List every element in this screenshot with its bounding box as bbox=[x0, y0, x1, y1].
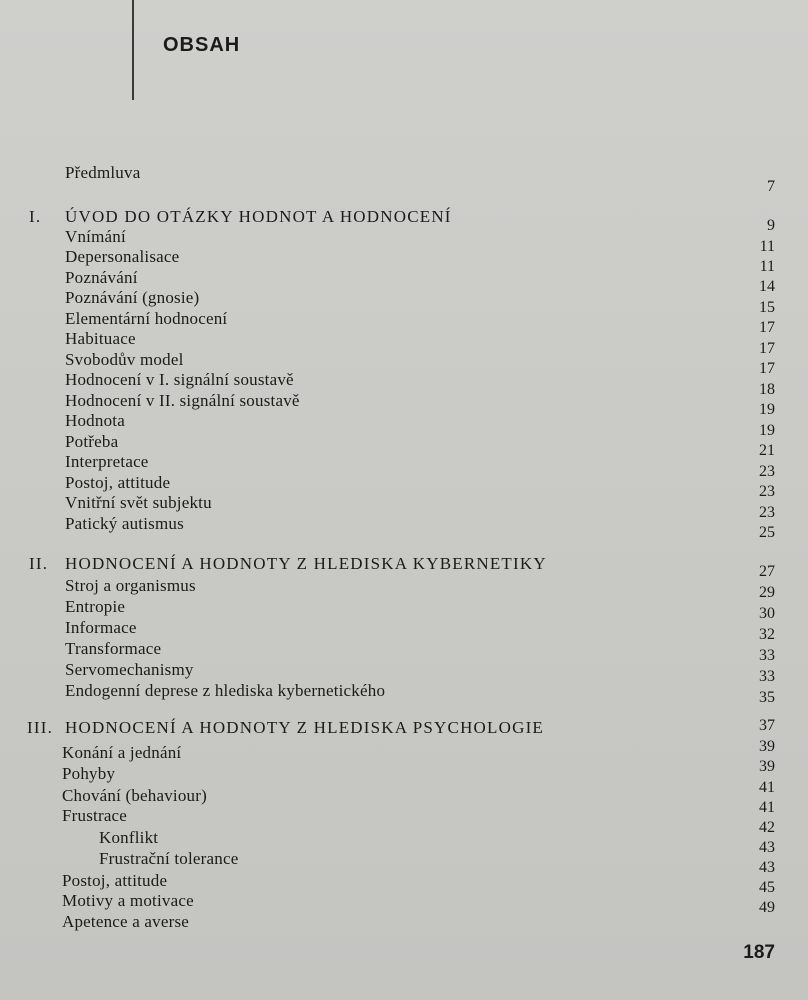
chapter-numeral: II. bbox=[29, 554, 49, 573]
toc-entry: Vnímání bbox=[65, 227, 126, 246]
toc-entry: Patický autismus bbox=[65, 514, 184, 533]
toc-entry: Hodnocení v I. signální soustavě bbox=[65, 370, 294, 389]
toc-page: 17 bbox=[759, 340, 775, 357]
toc-page: 43 bbox=[759, 859, 775, 876]
toc-entry: Svobodův model bbox=[65, 350, 184, 369]
toc-entry: Konání a jednání bbox=[62, 743, 182, 762]
chapter-page: 37 bbox=[759, 717, 775, 734]
page-number: 187 bbox=[743, 942, 775, 963]
toc-page: 32 bbox=[759, 626, 775, 643]
toc-page: 41 bbox=[759, 799, 775, 816]
chapter-numeral: III. bbox=[27, 718, 54, 737]
toc-page: 43 bbox=[759, 839, 775, 856]
toc-page: 17 bbox=[759, 360, 775, 377]
toc-entry: Konflikt bbox=[99, 828, 159, 847]
toc-page: 23 bbox=[759, 483, 775, 500]
toc-page: 19 bbox=[759, 422, 775, 439]
toc-entry: Motivy a motivace bbox=[62, 891, 194, 910]
toc-entry-preface: Předmluva bbox=[65, 163, 141, 182]
toc-page: 49 bbox=[759, 899, 775, 916]
page-title: OBSAH bbox=[163, 34, 241, 56]
toc-page: 14 bbox=[759, 278, 775, 295]
toc-page: 42 bbox=[759, 819, 775, 836]
toc-page: 17 bbox=[759, 319, 775, 336]
toc-page-preface: 7 bbox=[767, 178, 775, 195]
toc-entry: Postoj, attitude bbox=[62, 871, 168, 890]
toc-page: 11 bbox=[759, 258, 775, 275]
toc-page: 35 bbox=[759, 689, 775, 706]
toc-entry: Depersonalisace bbox=[65, 247, 180, 266]
toc-entry: Hodnocení v II. signální soustavě bbox=[65, 391, 300, 410]
vertical-rule bbox=[132, 0, 134, 100]
chapter-numeral: I. bbox=[29, 207, 42, 226]
toc-page: 41 bbox=[759, 779, 775, 796]
toc-page: 19 bbox=[759, 401, 775, 418]
toc-entry: Potřeba bbox=[65, 432, 119, 451]
toc-page: 30 bbox=[759, 605, 775, 622]
chapter-title: ÚVOD DO OTÁZKY HODNOT A HODNOCENÍ bbox=[65, 207, 452, 226]
toc-page: 39 bbox=[759, 758, 775, 775]
toc-entry: Informace bbox=[65, 618, 137, 637]
toc-entry: Interpretace bbox=[65, 452, 149, 471]
toc-page: 33 bbox=[759, 668, 775, 685]
chapter-page: 27 bbox=[759, 563, 775, 580]
chapter-page: 9 bbox=[767, 217, 775, 234]
chapter-title: HODNOCENÍ A HODNOTY Z HLEDISKA KYBERNETIKY bbox=[65, 554, 547, 573]
toc-page: 15 bbox=[759, 299, 775, 316]
chapter-title: HODNOCENÍ A HODNOTY Z HLEDISKA PSYCHOLOGIE bbox=[65, 718, 545, 737]
toc-entry: Elementární hodnocení bbox=[65, 309, 228, 328]
toc-entry: Poznávání bbox=[65, 268, 138, 287]
toc-entry: Transformace bbox=[65, 639, 162, 658]
toc-page: 11 bbox=[759, 238, 775, 255]
toc-entry: Poznávání (gnosie) bbox=[65, 288, 200, 307]
toc-entry: Chování (behaviour) bbox=[62, 786, 207, 805]
toc-entry: Postoj, attitude bbox=[65, 473, 171, 492]
toc-entry: Vnitřní svět subjektu bbox=[65, 493, 212, 512]
toc-entry: Stroj a organismus bbox=[65, 576, 196, 595]
toc-page: 25 bbox=[759, 524, 775, 541]
toc-entry: Apetence a averse bbox=[62, 912, 190, 931]
toc-entry: Hodnota bbox=[65, 411, 125, 430]
toc-page: 45 bbox=[759, 879, 775, 896]
toc-entry: Entropie bbox=[65, 597, 126, 616]
toc-entry: Pohyby bbox=[62, 764, 116, 783]
toc-page: 23 bbox=[759, 504, 775, 521]
toc-page: 29 bbox=[759, 584, 775, 601]
toc-entry: Endogenní deprese z hlediska kybernetického bbox=[65, 681, 386, 700]
toc-page: 18 bbox=[759, 381, 775, 398]
toc-page: 33 bbox=[759, 647, 775, 664]
toc-page: 21 bbox=[759, 442, 775, 459]
toc-entry: Frustrace bbox=[62, 806, 128, 825]
toc-entry: Habituace bbox=[65, 329, 136, 348]
toc-entry: Frustrační tolerance bbox=[99, 849, 239, 868]
toc-page: 23 bbox=[759, 463, 775, 480]
toc-entry: Servomechanismy bbox=[65, 660, 194, 679]
toc-page: 39 bbox=[759, 738, 775, 755]
